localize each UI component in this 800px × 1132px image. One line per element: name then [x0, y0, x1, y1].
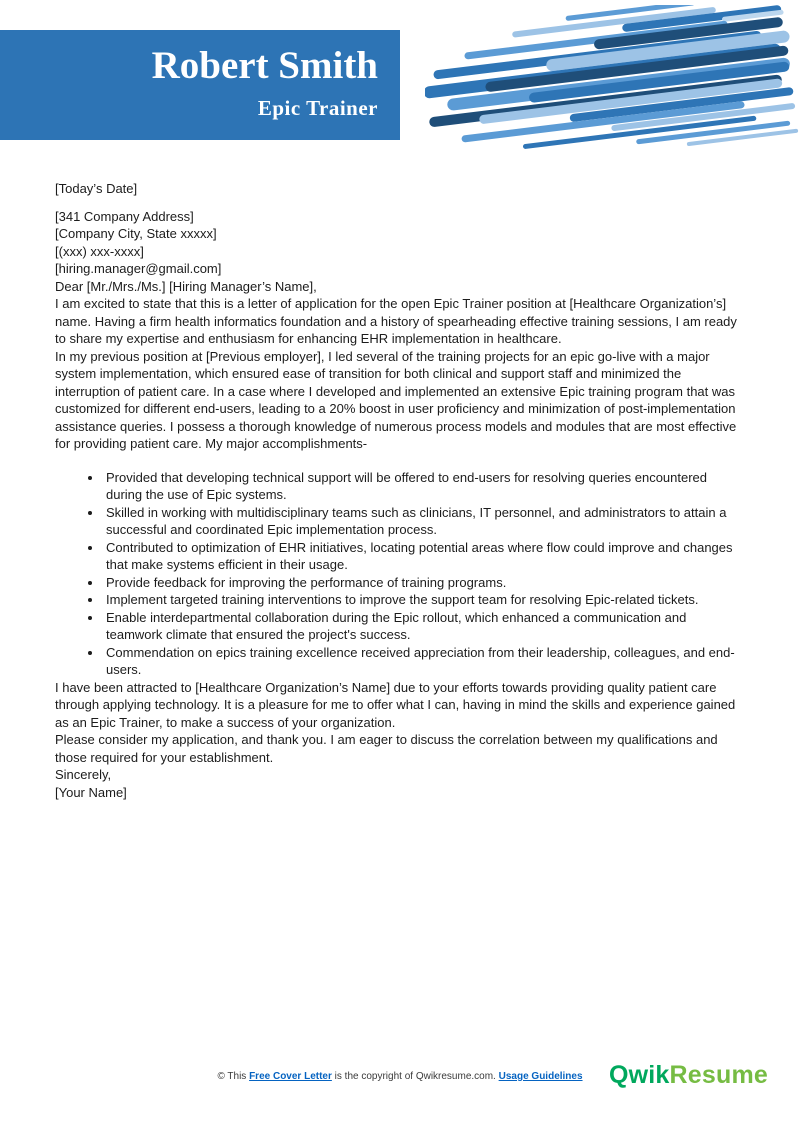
signoff: Sincerely, — [55, 767, 112, 782]
salutation: Dear [Mr./Mrs./Ms.] [Hiring Manager’s Name], — [55, 278, 317, 294]
list-item: • Implement targeted training interventions to improve the support team for resolving Epic-related tickets. — [103, 591, 745, 609]
copyright-middle: is the copyright of Qwikresume.com. — [331, 1071, 499, 1082]
free-cover-letter-link[interactable]: Free Cover Letter — [249, 1071, 332, 1082]
usage-guidelines-link[interactable]: Usage Guidelines — [498, 1071, 583, 1082]
address-line: [341 Company Address] — [55, 208, 194, 224]
logo-text-resume: Resume — [669, 1061, 768, 1089]
candidate-job-title: Epic Trainer — [257, 95, 378, 120]
logo-text-qwik: Qwik — [608, 1061, 670, 1089]
qwikresume-logo — [609, 1061, 768, 1090]
phone-line: [(xxx) xxx-xxxx] — [55, 243, 144, 259]
email-line: [hiring.manager@gmail.com] — [55, 261, 222, 276]
blue-streaks-graphic — [425, 5, 800, 180]
list-item: • Commendation on epics training excellence received appreciation from their leadership, colleagues, and end-users. — [103, 644, 745, 679]
address-block — [55, 208, 745, 278]
signature-name: [Your Name] — [55, 784, 127, 800]
list-item: • Provide feedback for improving the performance of training programs. — [103, 574, 745, 592]
accomplishments-list — [55, 469, 745, 679]
experience-paragraph: In my previous position at [Previous employer], I led several of the training projects for an epic go-live with a major system implementation, which ensured ease of transition for both clinical and support staff and minimized the interruption of patient care. In a case where I developed and implemented an extensive Epic training program that was customized for different end-users, leading to a 20% boost in user proficiency and minimization of post-implementation assistance queries. I possess a thorough knowledge of numerous process models and modules that are most effective for providing patient care. My major accomplishments- — [55, 348, 737, 451]
thank-you-paragraph: Please consider my application, and thank you. I am eager to discuss the correlation between my qualifications and those required for your establishment. — [55, 732, 718, 765]
list-item: • Skilled in working with multidisciplinary teams such as clinicians, IT personnel, and administrators to attain a successful and coordinated Epic implementation process. — [103, 504, 745, 539]
date-line: [Today’s Date] — [55, 181, 138, 196]
motivation-paragraph: I have been attracted to [Healthcare Organization’s Name] due to your efforts towards providing quality patient care through applying technology. It is a pleasure for me to offer what I can, having in mind the skills and experience gained as an Epic Trainer, to make a success of your organization. — [55, 679, 736, 730]
list-item: • Enable interdepartmental collaboration during the Epic rollout, which enhanced a communication and teamwork climate that ensured the project's success. — [103, 609, 745, 644]
list-item: • Contributed to optimization of EHR initiatives, locating potential areas where flow could improve and changes that make systems efficient in their usage. — [103, 539, 745, 574]
address-line: [Company City, State xxxxx] — [55, 226, 217, 241]
candidate-name: Robert Smith — [151, 44, 378, 87]
letterhead-name-box — [0, 30, 400, 140]
copyright-prefix: © This — [217, 1071, 250, 1082]
list-item: • Provided that developing technical support will be offered to end-users for resolving queries encountered during the use of Epic systems. — [103, 469, 745, 504]
letter-body — [0, 180, 800, 801]
intro-paragraph: I am excited to state that this is a letter of application for the open Epic Trainer position at [Healthcare Organization’s] name. Having a firm health informatics foundation and a history of spearheading effective training sessions, I am ready to share my expertise and enthusiasm for enhancing EHR implementation in healthcare. — [55, 296, 737, 346]
